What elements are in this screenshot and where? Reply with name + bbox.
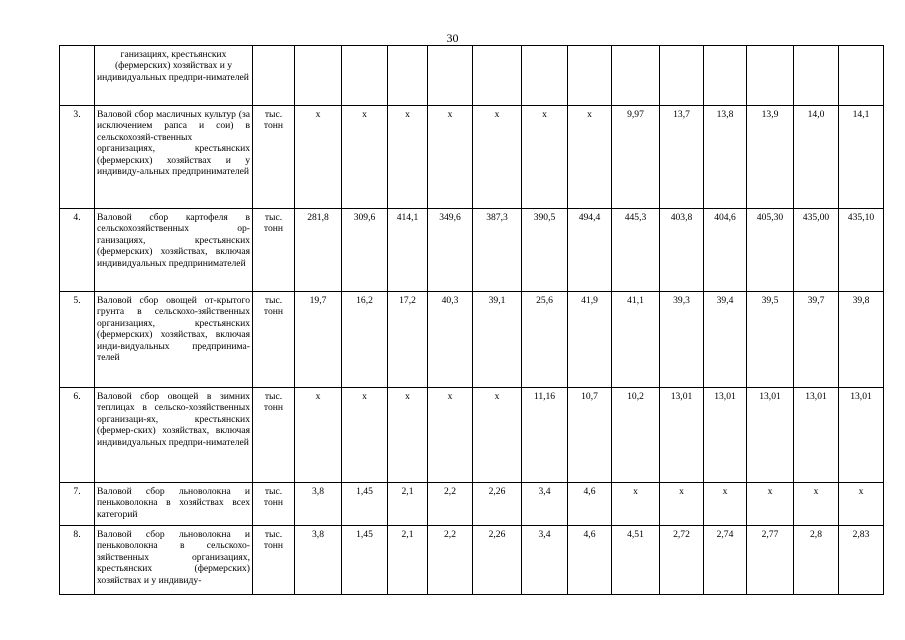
row-number: 8. xyxy=(60,526,95,595)
value-cell: 349,6 xyxy=(428,209,473,292)
value-cell: 2,83 xyxy=(839,526,884,595)
value-cell xyxy=(473,46,522,106)
value-cell: 3,8 xyxy=(295,483,342,526)
row-number: 6. xyxy=(60,388,95,483)
value-cell xyxy=(388,46,428,106)
value-cell: 13,7 xyxy=(660,106,704,209)
value-cell: x xyxy=(473,106,522,209)
value-cell xyxy=(522,46,568,106)
table-row xyxy=(60,388,884,483)
value-cell xyxy=(428,46,473,106)
value-cell: 3,4 xyxy=(522,526,568,595)
value-cell: 445,3 xyxy=(612,209,660,292)
value-cell: x xyxy=(295,388,342,483)
value-cell: 3,8 xyxy=(295,526,342,595)
table-row xyxy=(60,106,884,209)
value-cell: x xyxy=(428,106,473,209)
value-cell: 39,8 xyxy=(839,292,884,388)
value-cell: 14,1 xyxy=(839,106,884,209)
value-cell: 3,4 xyxy=(522,483,568,526)
value-cell: 40,3 xyxy=(428,292,473,388)
value-cell: x xyxy=(473,388,522,483)
value-cell: 39,1 xyxy=(473,292,522,388)
value-cell: 19,7 xyxy=(295,292,342,388)
table-row xyxy=(60,526,884,595)
unit-cell: тыс. тонн xyxy=(253,483,295,526)
indicator-name: Валовой сбор картофеля в сельскохозяйственных ор-ганизациях, крестьянских (фермерских) хозяйствах, включая индивидуальных предпринимателей xyxy=(95,209,253,292)
value-cell: 2,1 xyxy=(388,526,428,595)
value-cell: 10,2 xyxy=(612,388,660,483)
row-number xyxy=(60,46,95,106)
value-cell: x xyxy=(428,388,473,483)
row-number: 5. xyxy=(60,292,95,388)
indicator-name: Валовой сбор льноволокна и пеньковолокна в хозяйствах всех категорий xyxy=(95,483,253,526)
value-cell: 13,8 xyxy=(704,106,747,209)
value-cell: 2,8 xyxy=(794,526,839,595)
unit-cell: тыс. тонн xyxy=(253,106,295,209)
indicator-name: Валовой сбор масличных культур (за исключением рапса и сои) в сельскохозяй-ственных организациях, крестьянских (фермерских) хозяйствах и у индивиду-альных предпринимателей xyxy=(95,106,253,209)
indicator-name: Валовой сбор овощей от-крытого грунта в сельскохо-зяйственных организациях, крестьянских (фермерских) хозяйствах, включая инди-видуальных предпринима-телей xyxy=(95,292,253,388)
value-cell: 281,8 xyxy=(295,209,342,292)
value-cell: 494,4 xyxy=(568,209,612,292)
value-cell: 13,01 xyxy=(794,388,839,483)
value-cell: 14,0 xyxy=(794,106,839,209)
value-cell: 309,6 xyxy=(342,209,388,292)
unit-cell: тыс. тонн xyxy=(253,526,295,595)
value-cell: 41,1 xyxy=(612,292,660,388)
value-cell: x xyxy=(342,388,388,483)
indicators-table xyxy=(59,45,884,595)
value-cell: 2,2 xyxy=(428,526,473,595)
value-cell: 4,6 xyxy=(568,483,612,526)
value-cell: x xyxy=(295,106,342,209)
unit-cell: тыс. тонн xyxy=(253,388,295,483)
value-cell: 25,6 xyxy=(522,292,568,388)
value-cell: 2,26 xyxy=(473,483,522,526)
value-cell: 2,1 xyxy=(388,483,428,526)
value-cell: 387,3 xyxy=(473,209,522,292)
page-number: 30 xyxy=(446,31,459,45)
value-cell: 13,01 xyxy=(704,388,747,483)
value-cell xyxy=(342,46,388,106)
value-cell: x xyxy=(568,106,612,209)
value-cell: 17,2 xyxy=(388,292,428,388)
value-cell: 39,7 xyxy=(794,292,839,388)
value-cell: x xyxy=(839,483,884,526)
value-cell: 2,2 xyxy=(428,483,473,526)
unit-cell: тыс. тонн xyxy=(253,292,295,388)
value-cell: 13,01 xyxy=(839,388,884,483)
value-cell: x xyxy=(747,483,794,526)
value-cell: 39,3 xyxy=(660,292,704,388)
value-cell: 2,77 xyxy=(747,526,794,595)
table-row xyxy=(60,209,884,292)
value-cell: x xyxy=(522,106,568,209)
value-cell: 390,5 xyxy=(522,209,568,292)
value-cell: 2,26 xyxy=(473,526,522,595)
value-cell xyxy=(839,46,884,106)
value-cell xyxy=(794,46,839,106)
value-cell xyxy=(660,46,704,106)
table-row xyxy=(60,483,884,526)
value-cell xyxy=(295,46,342,106)
value-cell: 39,5 xyxy=(747,292,794,388)
value-cell: 2,72 xyxy=(660,526,704,595)
value-cell: 13,9 xyxy=(747,106,794,209)
value-cell: 404,6 xyxy=(704,209,747,292)
value-cell: 435,10 xyxy=(839,209,884,292)
indicator-name: Валовой сбор овощей в зимних теплицах в сельско-хозяйственных организаци-ях, крестьянских (фермер-ских) хозяйствах, включая индивидуальных предпри-нимателей xyxy=(95,388,253,483)
value-cell: 39,4 xyxy=(704,292,747,388)
indicator-name: ганизациях, крестьянских (фермерских) хозяйствах и у индивидуальных предпри-нимателей xyxy=(95,46,253,106)
row-number: 7. xyxy=(60,483,95,526)
value-cell: 41,9 xyxy=(568,292,612,388)
value-cell: 2,74 xyxy=(704,526,747,595)
row-number: 4. xyxy=(60,209,95,292)
indicator-name: Валовой сбор льноволокна и пеньковолокна в сельскохо-зяйственных организациях, крестьянских (фермерских) хозяйствах и у индивиду- xyxy=(95,526,253,595)
value-cell: x xyxy=(388,106,428,209)
value-cell: 10,7 xyxy=(568,388,612,483)
value-cell: 11,16 xyxy=(522,388,568,483)
value-cell xyxy=(704,46,747,106)
value-cell xyxy=(612,46,660,106)
value-cell: x xyxy=(612,483,660,526)
value-cell xyxy=(568,46,612,106)
unit-cell: тыс. тонн xyxy=(253,209,295,292)
value-cell: 1,45 xyxy=(342,483,388,526)
value-cell: 9,97 xyxy=(612,106,660,209)
table-row xyxy=(60,292,884,388)
value-cell: 435,00 xyxy=(794,209,839,292)
value-cell: x xyxy=(794,483,839,526)
value-cell: 13,01 xyxy=(660,388,704,483)
value-cell: x xyxy=(704,483,747,526)
value-cell: 405,30 xyxy=(747,209,794,292)
value-cell: 414,1 xyxy=(388,209,428,292)
value-cell: 13,01 xyxy=(747,388,794,483)
value-cell: 16,2 xyxy=(342,292,388,388)
value-cell: 1,45 xyxy=(342,526,388,595)
unit-cell xyxy=(253,46,295,106)
value-cell: 4,51 xyxy=(612,526,660,595)
value-cell: x xyxy=(342,106,388,209)
table-row-continuation xyxy=(60,46,884,106)
value-cell: 4,6 xyxy=(568,526,612,595)
row-number: 3. xyxy=(60,106,95,209)
value-cell: x xyxy=(660,483,704,526)
value-cell: 403,8 xyxy=(660,209,704,292)
value-cell xyxy=(747,46,794,106)
value-cell: x xyxy=(388,388,428,483)
